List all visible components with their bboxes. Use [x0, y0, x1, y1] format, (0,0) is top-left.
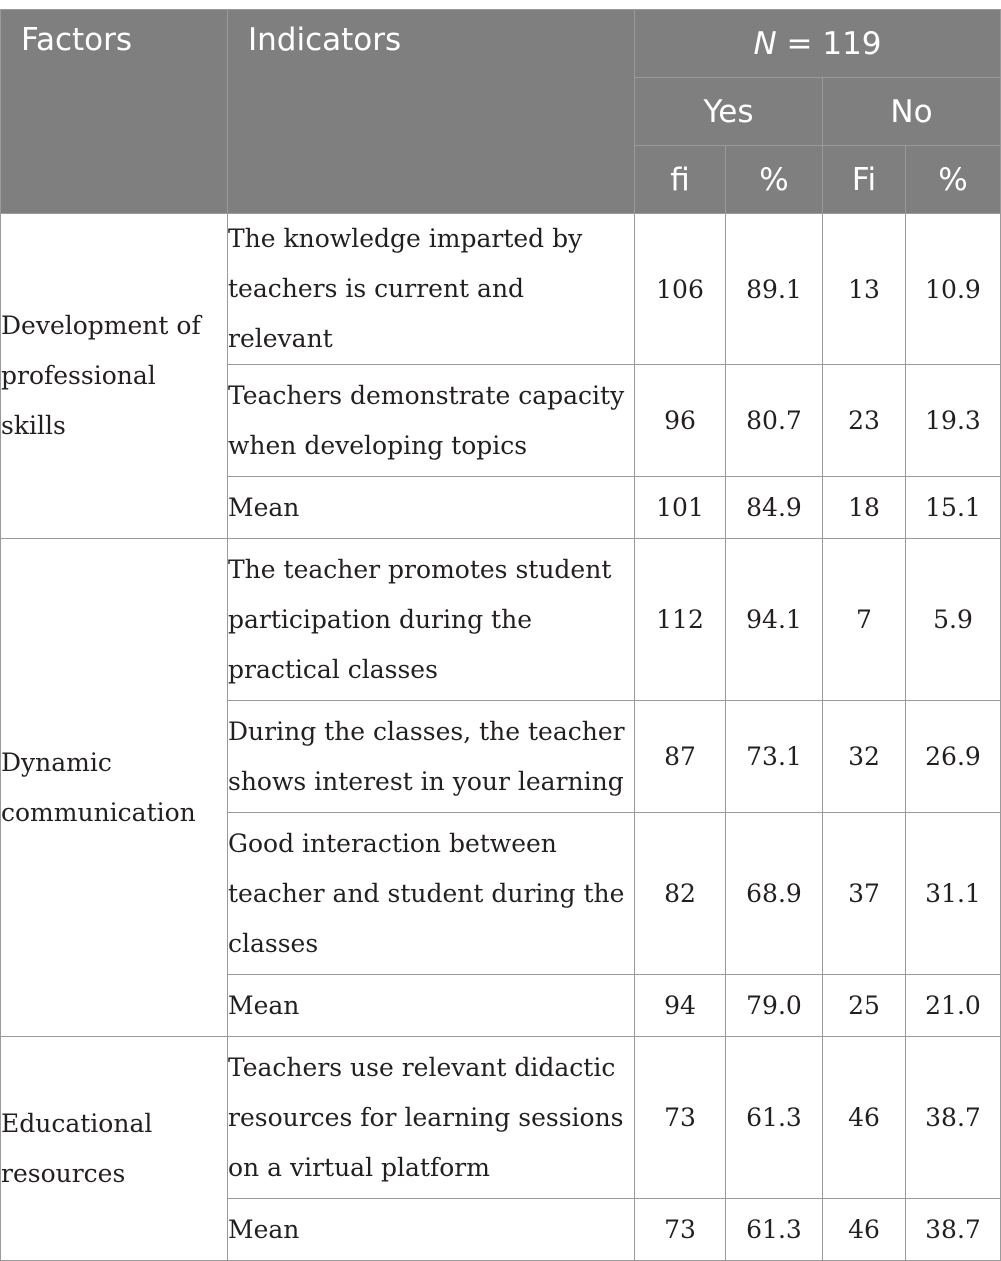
no-fi-cell: 13 — [823, 214, 906, 365]
yes-fi-cell: 82 — [635, 813, 726, 975]
no-pct-cell: 38.7 — [906, 1037, 1001, 1199]
no-header: No — [823, 78, 1001, 146]
yes-pct-cell: 84.9 — [726, 477, 823, 539]
no-fi-cell: 37 — [823, 813, 906, 975]
indicator-cell: Teachers demonstrate capacity when developing topics — [228, 365, 635, 477]
mean-label: Mean — [228, 1199, 635, 1261]
no-pct-cell: 5.9 — [906, 539, 1001, 701]
no-pct-cell: 26.9 — [906, 701, 1001, 813]
yes-fi-cell: 96 — [635, 365, 726, 477]
n-value: = 119 — [786, 25, 882, 62]
indicator-cell: Good interaction between teacher and student during the classes — [228, 813, 635, 975]
no-fi-cell: 46 — [823, 1199, 906, 1261]
yes-fi-cell: 73 — [635, 1199, 726, 1261]
yes-pct-cell: 61.3 — [726, 1037, 823, 1199]
table-row — [1, 1037, 1001, 1199]
yes-fi-cell: 106 — [635, 214, 726, 365]
indicator-cell: During the classes, the teacher shows interest in your learning — [228, 701, 635, 813]
yes-fi-cell: 101 — [635, 477, 726, 539]
indicator-cell: The knowledge imparted by teachers is current and relevant — [228, 214, 635, 365]
yes-pct-cell: 89.1 — [726, 214, 823, 365]
yes-pct-header: % — [726, 146, 823, 214]
no-fi-cell: 7 — [823, 539, 906, 701]
yes-pct-cell: 80.7 — [726, 365, 823, 477]
no-pct-cell: 10.9 — [906, 214, 1001, 365]
no-pct-header: % — [906, 146, 1001, 214]
yes-fi-cell: 94 — [635, 975, 726, 1037]
factor-cell: Educational resources — [1, 1037, 228, 1261]
factor-cell: Dynamic communication — [1, 539, 228, 1037]
yes-pct-cell: 61.3 — [726, 1199, 823, 1261]
n-label: N — [753, 25, 777, 62]
results-table — [0, 9, 1001, 1261]
yes-header: Yes — [635, 78, 823, 146]
sample-size-header — [635, 10, 1001, 78]
table-body — [1, 214, 1001, 1261]
factors-header: Factors — [1, 10, 228, 214]
yes-pct-cell: 94.1 — [726, 539, 823, 701]
no-fi-cell: 32 — [823, 701, 906, 813]
yes-fi-cell: 87 — [635, 701, 726, 813]
yes-pct-cell: 73.1 — [726, 701, 823, 813]
no-pct-cell: 38.7 — [906, 1199, 1001, 1261]
no-pct-cell: 19.3 — [906, 365, 1001, 477]
factor-cell: Development of professional skills — [1, 214, 228, 539]
no-fi-cell: 25 — [823, 975, 906, 1037]
no-pct-cell: 15.1 — [906, 477, 1001, 539]
no-fi-cell: 18 — [823, 477, 906, 539]
yes-fi-cell: 112 — [635, 539, 726, 701]
table-row — [1, 214, 1001, 365]
no-fi-cell: 46 — [823, 1037, 906, 1199]
mean-label: Mean — [228, 477, 635, 539]
mean-label: Mean — [228, 975, 635, 1037]
table-header — [1, 10, 1001, 214]
indicators-header: Indicators — [228, 10, 635, 214]
yes-pct-cell: 79.0 — [726, 975, 823, 1037]
no-fi-cell: 23 — [823, 365, 906, 477]
no-fi-header: Fi — [823, 146, 906, 214]
yes-pct-cell: 68.9 — [726, 813, 823, 975]
indicator-cell: Teachers use relevant didactic resources for learning sessions on a virtual platform — [228, 1037, 635, 1199]
no-pct-cell: 21.0 — [906, 975, 1001, 1037]
indicator-cell: The teacher promotes student participation during the practical classes — [228, 539, 635, 701]
table-row — [1, 539, 1001, 701]
yes-fi-cell: 73 — [635, 1037, 726, 1199]
yes-fi-header: fi — [635, 146, 726, 214]
no-pct-cell: 31.1 — [906, 813, 1001, 975]
